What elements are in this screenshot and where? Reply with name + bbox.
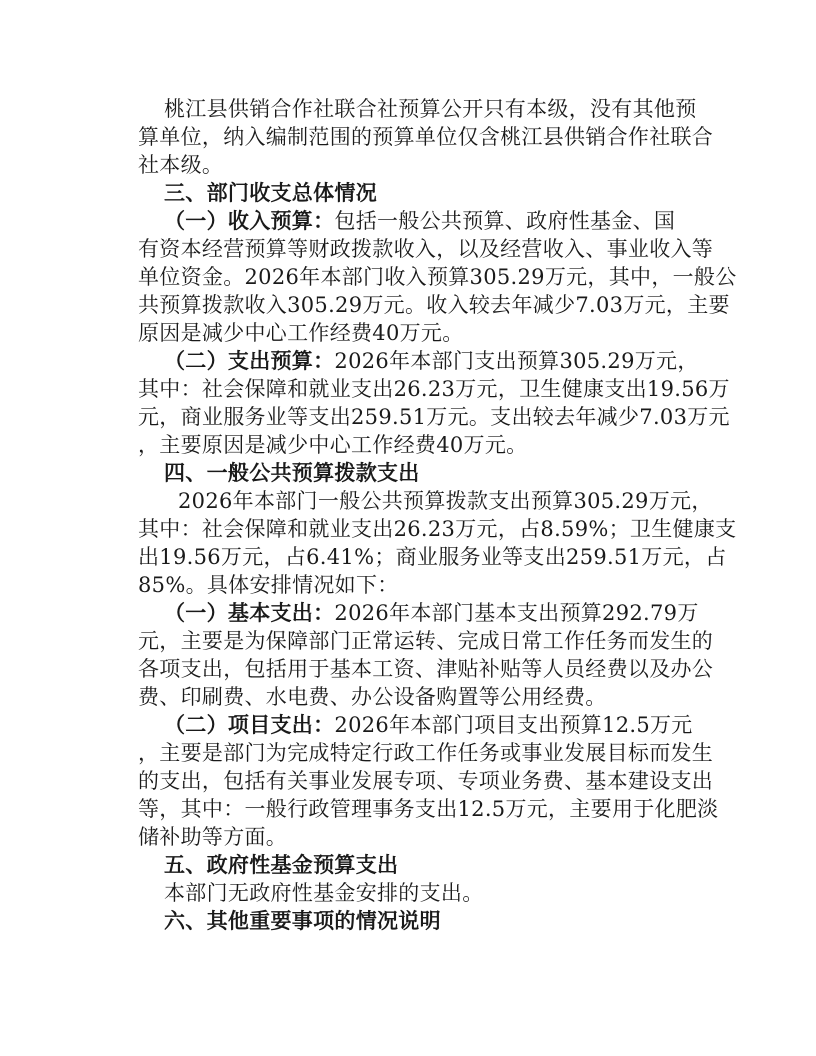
paragraph-line: 其中：社会保障和就业支出26.23万元，占8.59%；卫生健康支 <box>138 517 737 541</box>
paragraph-line: ，主要是部门为完成特定行政工作任务或事业发展目标而发生 <box>138 741 714 765</box>
subsection-lead: （二）支出预算： <box>164 348 335 373</box>
paragraph-line: 2026年本部门一般公共预算拨款支出预算305.29万元， <box>178 489 713 513</box>
paragraph-line: 原因是减少中心工作经费40万元。 <box>138 321 464 345</box>
paragraph-line: 元，商业服务业等支出259.51万元。支出较去年减少7.03万元 <box>138 405 730 429</box>
paragraph-line: 费、印刷费、水电费、办公设备购置等公用经费。 <box>138 685 607 709</box>
section-heading: 四、一般公共预算拨款支出 <box>164 460 420 485</box>
paragraph-line: （二）支出预算：2026年本部门支出预算305.29万元， <box>164 348 699 373</box>
paragraph-line: （一）收入预算：包括一般公共预算、政府性基金、国 <box>164 208 676 233</box>
paragraph-line: 各项支出，包括用于基本工资、津贴补贴等人员经费以及办公 <box>138 657 714 681</box>
paragraph-line: ，主要原因是减少中心工作经费40万元。 <box>138 433 528 457</box>
subsection-lead: （一）基本支出： <box>164 600 335 625</box>
paragraph-line: 算单位，纳入编制范围的预算单位仅含桃江县供销合作社联合 <box>138 125 714 149</box>
paragraph-line: 的支出，包括有关事业发展专项、专项业务费、基本建设支出 <box>138 769 714 793</box>
subsection-lead: （一）收入预算： <box>164 208 335 233</box>
paragraph-line: 单位资金。2026年本部门收入预算305.29万元，其中，一般公 <box>138 265 737 289</box>
paragraph-line: 本部门无政府性基金安排的支出。 <box>164 881 484 905</box>
subsection-lead: （二）项目支出： <box>164 712 335 737</box>
section-heading: 六、其他重要事项的情况说明 <box>164 908 441 933</box>
paragraph-line: 共预算拨款收入305.29万元。收入较去年减少7.03万元，主要 <box>138 293 730 317</box>
paragraph-line: 85%。具体安排情况如下： <box>138 573 399 597</box>
paragraph-line: 其中：社会保障和就业支出26.23万元，卫生健康支出19.56万 <box>138 377 730 401</box>
paragraph-line: 储补助等方面。 <box>138 825 288 849</box>
section-heading: 五、政府性基金预算支出 <box>164 852 399 877</box>
section-heading: 三、部门收支总体情况 <box>164 180 377 205</box>
paragraph-line: （一）基本支出：2026年本部门基本支出预算292.79万 <box>164 600 699 625</box>
paragraph-line: 桃江县供销合作社联合社预算公开只有本级，没有其他预 <box>164 97 697 121</box>
paragraph-line: （二）项目支出：2026年本部门项目支出预算12.5万元 <box>164 712 693 737</box>
paragraph-line: 有资本经营预算等财政拨款收入，以及经营收入、事业收入等 <box>138 237 714 261</box>
paragraph-line: 元，主要是为保障部门正常运转、完成日常工作任务而发生的 <box>138 629 714 653</box>
paragraph-line: 社本级。 <box>138 153 224 177</box>
paragraph-line: 等，其中：一般行政管理事务支出12.5万元，主要用于化肥淡 <box>138 797 719 821</box>
paragraph-line: 出19.56万元，占6.41%；商业服务业等支出259.51万元，占 <box>138 545 727 569</box>
